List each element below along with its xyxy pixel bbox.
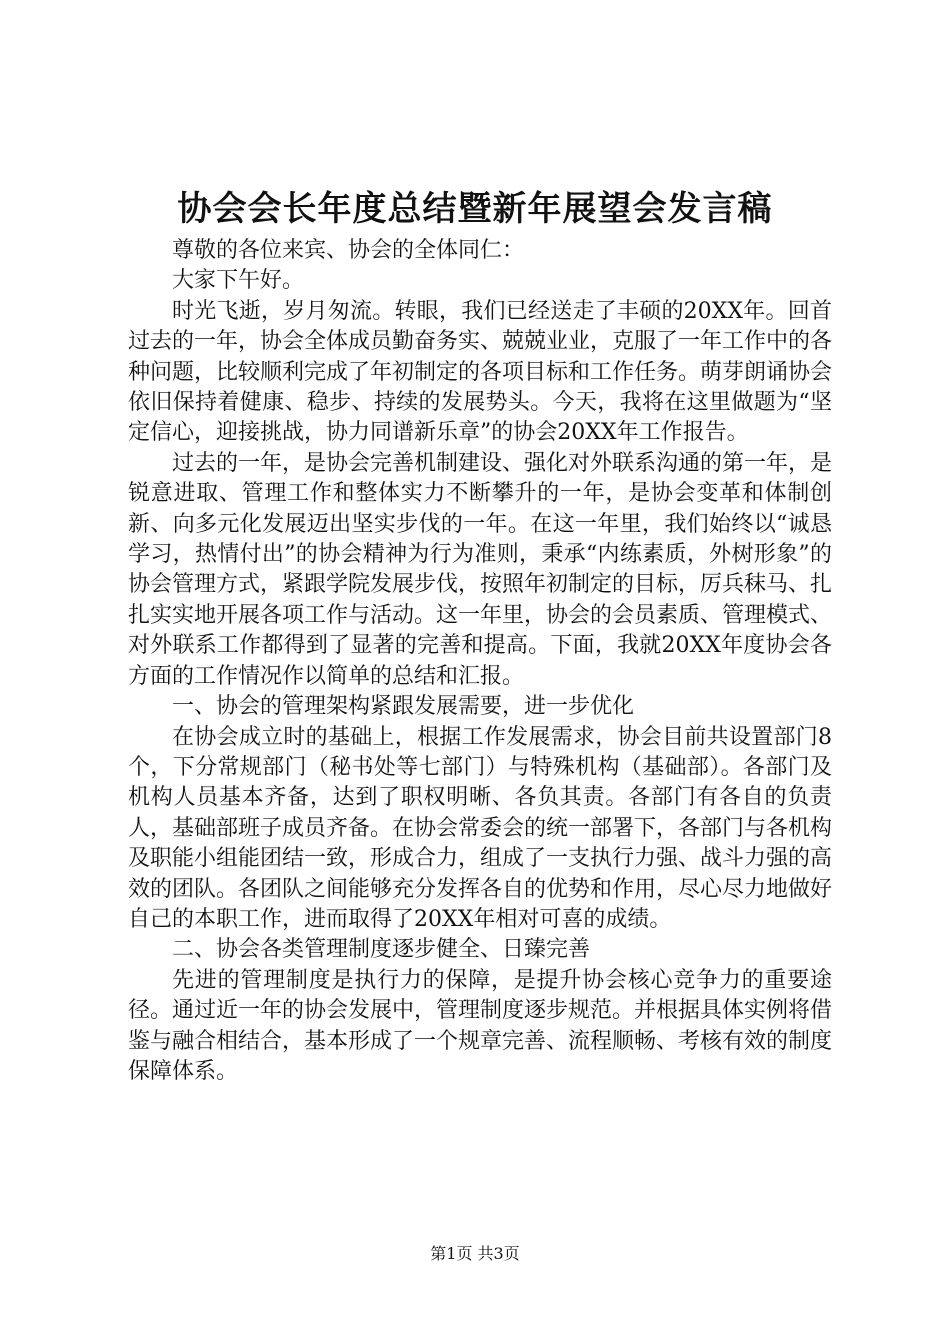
salutation: 尊敬的各位来宾、协会的全体同仁： bbox=[172, 238, 525, 263]
paragraph-past-year: 过去的一年，是协会完善机制建设、强化对外联系沟通的第一年，是锐意进取、管理工作和整体实力不断攀升的一年，是协会变革和体制创新、向多元化发展迈出坚实步伐的一年。在这一年里，我们始终以“诚恳学习，热情付出”的协会精神为行为准则，秉承“内练素质，外树形象”的协会管理方式，紧跟学院发展步伐，按照年初制定的目标，厉兵秣马、扎扎实实地开展各项工作与活动。这一年里，协会的会员素质、管理模式、对外联系工作都得到了显著的完善和提高。下面，我就20XX年度协会各方面的工作情况作以简单的总结和汇报。 bbox=[128, 450, 833, 689]
document-body bbox=[128, 236, 832, 1087]
document-title: 协会会长年度总结暨新年展望会发言稿 bbox=[177, 189, 773, 229]
greeting: 大家下午好。 bbox=[172, 268, 305, 294]
paragraph-management-rules: 先进的管理制度是执行力的保障，是提升协会核心竞争力的重要途径。通过近一年的协会发展中，管理制度逐步规范。并根据具体实例将借鉴与融合相结合，基本形成了一个规章完善、流程顺畅、考核有效的制度保障体系。 bbox=[128, 967, 833, 1084]
section-heading-management-structure: 一、协会的管理架构紧跟发展需要，进一步优化 bbox=[172, 694, 635, 720]
page-number-footer: 第1页 共3页 bbox=[430, 1244, 520, 1263]
paragraph-opening: 时光飞逝，岁月匆流。转眼，我们已经送走了丰硕的20XX年。回首过去的一年，协会全体成员勤奋务实、兢兢业业，克服了一年工作中的各种问题，比较顺利完成了年初制定的各项目标和工作任务。萌芽朗诵协会依旧保持着健康、稳步、持续的发展势头。今天，我将在这里做题为“坚定信心，迎接挑战，协力同谱新乐章”的协会20XX年工作报告。 bbox=[128, 298, 833, 446]
section-heading-management-rules: 二、协会各类管理制度逐步健全、日臻完善 bbox=[172, 937, 591, 963]
paragraph-management-structure: 在协会成立时的基础上，根据工作发展需求，协会目前共设置部门8个，下分常规部门（秘书处等七部门）与特殊机构（基础部）。各部门及机构人员基本齐备，达到了职权明晰、各负其责。各部门有各自的负责人，基础部班子成员齐备。在协会常委会的统一部署下，各部门与各机构及职能小组能团结一致，形成合力，组成了一支执行力强、战斗力强的高效的团队。各团队之间能够充分发挥各自的优势和作用，尽心尽力地做好自己的本职工作，进而取得了20XX年相对可喜的成绩。 bbox=[128, 724, 833, 932]
